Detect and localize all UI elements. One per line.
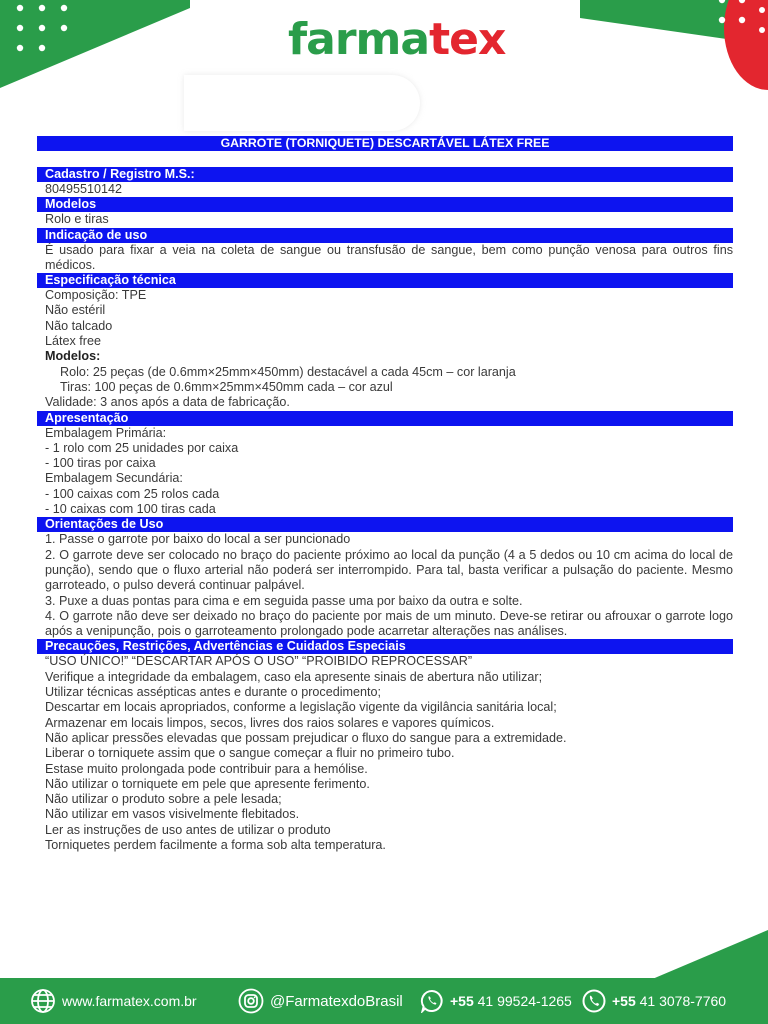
- orientacao-item: 3. Puxe a duas pontas para cima e em seguida passe uma por baixo da outra e solte.: [45, 593, 523, 608]
- precaucao-line: Estase muito prolongada pode contribuir para a hemólise.: [45, 761, 368, 776]
- whatsapp-number: 41 99524-1265: [477, 993, 572, 1009]
- phone-icon: [582, 989, 606, 1013]
- spec-modelos-label: Modelos:: [45, 349, 101, 364]
- registro-value: 80495510142: [45, 182, 123, 196]
- whatsapp-code: +55: [450, 993, 474, 1009]
- precaucao-line: Não utilizar em vasos visivelmente flebitados.: [45, 807, 300, 822]
- footer-phone[interactable]: [582, 978, 726, 1024]
- orientacao-item: 2. O garrote deve ser colocado no braço do paciente próximo ao local da punção (4 a 5 dedos ou 10 cm acima do local de punção), sendo que o fluxo arterial não poderá ser interrompido. Para tal, basta verificar a pulsação do paciente. Mesmo garroteado, o pulso deverá continuar palpável.: [45, 547, 733, 593]
- apresentacao-line: - 1 rolo com 25 unidades por caixa: [45, 440, 239, 455]
- document-title: GARROTE (TORNIQUETE) DESCARTÁVEL LÁTEX FREE: [37, 136, 733, 151]
- section-header-indicacao: Indicação de uso: [37, 228, 733, 243]
- footer-website[interactable]: [30, 978, 197, 1024]
- precaucao-line: Não utilizar o produto sobre a pele lesada;: [45, 792, 282, 807]
- modelos-value: Rolo e tiras: [45, 212, 109, 227]
- apresentacao-line: - 10 caixas com 100 tiras cada: [45, 502, 216, 517]
- precaucao-line: Não utilizar o torniquete em pele que apresente ferimento.: [45, 776, 370, 791]
- section-header-especificacao: Especificação técnica: [37, 273, 733, 288]
- globe-icon: [30, 988, 56, 1014]
- redacted-area: [184, 75, 420, 131]
- whatsapp-icon: [420, 989, 444, 1013]
- section-header-apresentacao: Apresentação: [37, 411, 733, 426]
- precaucao-line: Descartar em locais apropriados, conforme a legislação vigente da vigilância sanitária local;: [45, 700, 557, 715]
- footer-bar: [0, 978, 768, 1024]
- spec-modelo-line: Rolo: 25 peças (de 0.6mm×25mm×450mm) destacável a cada 45cm – cor laranja: [60, 364, 516, 379]
- apresentacao-line: - 100 tiras por caixa: [45, 456, 156, 471]
- orientacao-item: 4. O garrote não deve ser deixado no braço do paciente por mais de um minuto. Deve-se retirar ou afrouxar o garrote logo após a venipunção, pois o garroteamento prolongado pode acarretar alterações nas análises.: [45, 608, 733, 639]
- apresentacao-line: Embalagem Secundária:: [45, 471, 183, 486]
- instagram-icon: [238, 988, 264, 1014]
- product-sheet: [37, 136, 733, 853]
- footer-whatsapp[interactable]: [420, 978, 572, 1024]
- spec-line: Composição: TPE: [45, 288, 147, 303]
- bottom-right-decoration: [650, 930, 768, 980]
- social-text: @FarmatexdoBrasil: [270, 992, 403, 1010]
- precaucao-line: Armazenar em locais limpos, secos, livres dos raios solares e vapores químicos.: [45, 715, 495, 730]
- spec-line: Látex free: [45, 334, 102, 349]
- precaucao-line: “USO ÚNICO!” “DESCARTAR APÓS O USO” “PROIBIDO REPROCESSAR”: [45, 654, 473, 669]
- apresentacao-line: - 100 caixas com 25 rolos cada: [45, 486, 220, 501]
- precaucao-line: Torniquetes perdem facilmente a forma sob alta temperatura.: [45, 837, 386, 852]
- section-header-precaucoes: Precauções, Restrições, Advertências e Cuidados Especiais: [37, 639, 733, 654]
- top-right-decoration: [580, 0, 768, 95]
- precaucao-line: Utilizar técnicas assépticas antes e durante o procedimento;: [45, 685, 382, 700]
- precaucao-line: Não aplicar pressões elevadas que possam prejudicar o fluxo do sangue para a extremidade.: [45, 730, 567, 745]
- footer-social[interactable]: [238, 978, 403, 1024]
- precaucao-line: Ler as instruções de uso antes de utilizar o produto: [45, 822, 331, 837]
- farmatex-logo: farmatex: [288, 14, 506, 65]
- precaucao-line: Verifique a integridade da embalagem, caso ela apresente sinais de abertura não utilizar;: [45, 669, 543, 684]
- apresentacao-line: Embalagem Primária:: [45, 425, 167, 440]
- phone-number: 41 3078-7760: [639, 993, 727, 1009]
- spec-line: Não talcado: [45, 318, 113, 333]
- section-header-orientacoes: Orientações de Uso: [37, 517, 733, 532]
- indicacao-text: É usado para fixar a veia na coleta de sangue ou transfusão de sangue, bem como punção venosa para outros fins médicos.: [45, 242, 733, 272]
- spec-validade: Validade: 3 anos após a data de fabricação.: [45, 395, 290, 410]
- spec-modelo-line: Tiras: 100 peças de 0.6mm×25mm×450mm cada – cor azul: [60, 379, 393, 394]
- section-header-modelos: Modelos: [37, 197, 733, 212]
- section-header-registro: Cadastro / Registro M.S.:: [37, 167, 733, 182]
- spec-line: Não estéril: [45, 303, 106, 318]
- website-text: www.farmatex.com.br: [62, 993, 197, 1009]
- phone-code: +55: [612, 993, 636, 1009]
- top-left-decoration: [0, 0, 190, 90]
- precaucao-line: Liberar o torniquete assim que o sangue começar a fluir no primeiro tubo.: [45, 746, 455, 761]
- orientacao-item: 1. Passe o garrote por baixo do local a ser puncionado: [45, 532, 351, 547]
